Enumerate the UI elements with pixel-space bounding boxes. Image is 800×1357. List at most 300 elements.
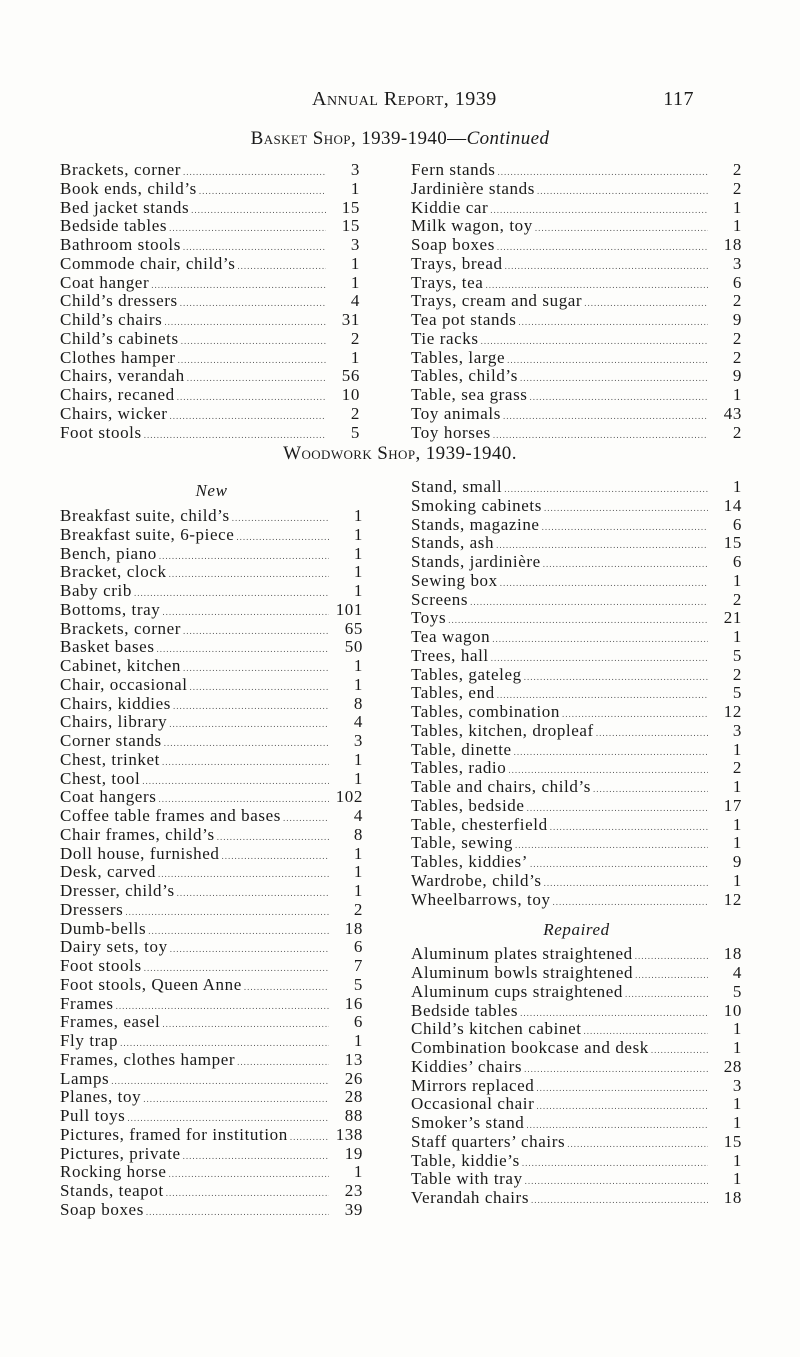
item-count: 2 [732, 347, 742, 367]
list-item [411, 722, 742, 741]
leader-dots [481, 332, 708, 351]
leader-dots [143, 1090, 329, 1109]
new-subheading-wrap [60, 476, 363, 506]
list-item [411, 609, 742, 628]
leader-dots [651, 1041, 708, 1060]
item-label: Wheelbarrows, toy [411, 889, 551, 909]
item-count: 10 [341, 385, 360, 404]
item-count: 1 [732, 833, 742, 853]
list-item [411, 872, 742, 891]
item-count: 101 [335, 599, 363, 619]
list-item [411, 666, 742, 685]
item-label: Coffee table frames and bases [60, 806, 282, 825]
item-count: 6 [353, 937, 363, 957]
list-item [411, 1077, 742, 1096]
leader-dots [180, 294, 326, 313]
list-item [60, 1070, 363, 1089]
item-count: 50 [344, 637, 363, 657]
list-item [60, 957, 363, 976]
item-count: 5 [732, 645, 742, 665]
list-item [60, 1051, 363, 1070]
leader-dots [283, 809, 329, 828]
item-label: Toy animals [411, 403, 501, 423]
list-item [60, 255, 360, 274]
basket-shop-title [0, 128, 800, 150]
leader-dots [164, 734, 329, 753]
item-label: Child’s cabinets [60, 328, 179, 348]
item-label: Corner stands [60, 731, 162, 750]
list-item [60, 1163, 363, 1182]
leader-dots [507, 351, 708, 370]
leader-dots [500, 574, 708, 593]
item-label: Chairs, kiddies [60, 693, 171, 713]
item-count: 1 [353, 524, 363, 544]
item-label: Stand, small [411, 477, 503, 496]
item-count: 1 [353, 862, 363, 882]
item-label: Kiddie car [411, 197, 489, 217]
item-count: 2 [732, 291, 742, 311]
item-count: 1 [732, 814, 742, 834]
item-label: Chair frames, child’s [60, 824, 215, 844]
item-count: 1 [353, 562, 363, 582]
leader-dots [177, 884, 329, 903]
list-item [411, 1020, 742, 1039]
list-item [411, 572, 742, 591]
leader-dots [522, 1154, 708, 1173]
list-item [60, 217, 360, 236]
list-item [60, 1107, 363, 1126]
item-count: 1 [732, 1113, 742, 1132]
item-label: Tables, gateleg [411, 664, 522, 684]
item-count: 5 [353, 974, 363, 994]
item-count: 28 [723, 1056, 742, 1076]
item-label: Desk, carved [60, 862, 156, 882]
leader-dots [491, 649, 708, 668]
list-item [411, 497, 742, 516]
item-count: 2 [732, 178, 742, 198]
report-title: Annual Report, 1939 [312, 88, 497, 110]
item-label: Doll house, furnished [60, 843, 220, 863]
leader-dots [535, 219, 708, 238]
leader-dots [530, 388, 708, 407]
item-label: Bracket, clock [60, 562, 167, 582]
woodwork-shop-title [0, 443, 800, 465]
leader-dots [217, 828, 329, 847]
item-label: Foot stools [60, 956, 142, 975]
list-item [60, 657, 363, 676]
list-item [411, 330, 742, 349]
woodwork-repaired-list [411, 945, 742, 1208]
list-item [411, 1189, 742, 1208]
item-count: 13 [344, 1049, 363, 1069]
item-label: Tables, kiddies’ [411, 852, 528, 871]
list-item [60, 807, 363, 826]
list-item [60, 582, 363, 601]
item-count: 1 [732, 216, 742, 236]
item-label: Table, sewing [411, 833, 513, 853]
item-label: Frames, easel [60, 1012, 161, 1032]
item-label: Bedside tables [411, 1000, 519, 1020]
list-item [60, 620, 363, 639]
list-item [60, 349, 360, 368]
item-label: Chest, trinket [60, 749, 160, 769]
leader-dots [584, 294, 708, 313]
item-label: Brackets, corner [60, 160, 181, 179]
item-count: 31 [341, 310, 360, 329]
page-number: 117 [663, 88, 694, 110]
basket-left-column [60, 161, 360, 442]
item-count: 1 [732, 477, 742, 496]
leader-dots [221, 847, 329, 866]
list-item [60, 695, 363, 714]
leader-dots [515, 836, 708, 855]
item-count: 3 [732, 1075, 742, 1095]
item-count: 4 [732, 963, 742, 982]
item-label: Tea wagon [411, 627, 491, 646]
list-item [411, 161, 742, 180]
item-count: 2 [732, 589, 742, 609]
leader-dots [550, 818, 708, 837]
list-item [411, 647, 742, 666]
leader-dots [544, 499, 708, 518]
list-item [60, 330, 360, 349]
list-item [60, 526, 363, 545]
item-count: 1 [732, 1019, 742, 1039]
list-item [411, 1058, 742, 1077]
item-count: 1 [732, 739, 742, 759]
item-count: 9 [732, 310, 742, 329]
item-count: 3 [732, 720, 742, 740]
list-item [411, 1133, 742, 1152]
item-count: 16 [344, 993, 363, 1013]
item-count: 8 [353, 693, 363, 713]
leader-dots [146, 1203, 329, 1222]
item-count: 56 [341, 366, 360, 386]
list-item [60, 311, 360, 330]
leader-dots [536, 1079, 708, 1098]
list-item [60, 995, 363, 1014]
item-count: 1 [732, 1094, 742, 1114]
item-label: Table, kiddie’s [411, 1150, 520, 1170]
item-label: Kiddies’ chairs [411, 1056, 523, 1076]
item-label: Planes, toy [60, 1087, 142, 1107]
leader-dots [237, 1053, 329, 1072]
list-item [60, 292, 360, 311]
leader-dots [531, 1191, 708, 1210]
leader-dots [169, 219, 326, 238]
leader-dots [173, 697, 329, 716]
item-label: Verandah chairs [411, 1188, 530, 1207]
item-label: Tie racks [411, 328, 479, 348]
woodwork-title-years: 1939-1940. [425, 443, 517, 464]
item-label: Clothes hamper [60, 347, 176, 367]
basket-title-caps: Basket Shop, [250, 128, 357, 149]
item-count: 1 [353, 506, 363, 525]
list-item [411, 255, 742, 274]
item-count: 1 [732, 1150, 742, 1170]
item-label: Table, sea grass [411, 385, 528, 404]
leader-dots [144, 426, 326, 445]
list-item [60, 180, 360, 199]
item-label: Aluminum cups straightened [411, 981, 624, 1001]
list-item [411, 199, 742, 218]
item-label: Tables, bedside [411, 795, 525, 815]
item-label: Screens [411, 589, 469, 609]
item-count: 1 [353, 581, 363, 600]
item-label: Fern stands [411, 160, 496, 179]
item-label: Stands, ash [411, 533, 495, 553]
item-label: Sewing box [411, 570, 498, 590]
list-item [411, 1114, 742, 1133]
list-item [60, 770, 363, 789]
item-count: 12 [723, 889, 742, 909]
list-item [411, 180, 742, 199]
item-label: Bedside tables [60, 216, 168, 236]
item-label: Wardrobe, child’s [411, 870, 542, 890]
item-label: Basket bases [60, 637, 155, 657]
leader-dots [190, 678, 329, 697]
item-label: Jardinière stands [411, 178, 535, 198]
item-label: Dairy sets, toy [60, 937, 168, 957]
list-item [60, 938, 363, 957]
list-item [60, 638, 363, 657]
leader-dots [524, 1060, 708, 1079]
item-count: 1 [350, 253, 360, 273]
list-item [411, 1002, 742, 1021]
list-item [411, 853, 742, 872]
woodwork-new-left-column [60, 507, 363, 1220]
list-item [60, 788, 363, 807]
leader-dots [199, 182, 326, 201]
list-item [411, 516, 742, 535]
item-label: Tables, large [411, 347, 506, 367]
item-label: Occasional chair [411, 1094, 535, 1114]
item-count: 28 [344, 1087, 363, 1107]
list-item [411, 386, 742, 405]
item-count: 8 [353, 824, 363, 844]
item-count: 1 [732, 385, 742, 404]
item-label: Smoking cabinets [411, 495, 542, 515]
leader-dots [134, 584, 329, 603]
leader-dots [162, 603, 329, 622]
item-label: Child’s kitchen cabinet [411, 1019, 582, 1039]
item-count: 2 [353, 899, 363, 919]
leader-dots [183, 659, 329, 678]
item-count: 4 [353, 806, 363, 825]
list-item [411, 741, 742, 760]
list-item [60, 601, 363, 620]
item-count: 23 [344, 1181, 363, 1200]
item-count: 2 [732, 160, 742, 179]
item-count: 1 [732, 870, 742, 890]
list-item [60, 1145, 363, 1164]
leader-dots [183, 1147, 329, 1166]
leader-dots [514, 743, 708, 762]
list-item [411, 367, 742, 386]
item-label: Combination bookcase and desk [411, 1038, 649, 1057]
leader-dots [625, 985, 708, 1004]
item-label: Trees, hall [411, 645, 489, 665]
item-count: 1 [732, 627, 742, 646]
item-label: Dresser, child’s [60, 881, 175, 900]
item-count: 1 [732, 1038, 742, 1057]
item-count: 10 [723, 1000, 742, 1020]
item-count: 3 [350, 235, 360, 254]
list-item [411, 891, 742, 910]
list-item [60, 1013, 363, 1032]
item-count: 2 [732, 422, 742, 442]
item-label: Chest, tool [60, 768, 141, 788]
item-label: Tables, combination [411, 702, 561, 721]
leader-dots [169, 715, 329, 734]
item-count: 3 [353, 731, 363, 750]
leader-dots [166, 1184, 329, 1203]
leader-dots [290, 1128, 329, 1147]
item-label: Soap boxes [60, 1199, 144, 1219]
list-item [411, 628, 742, 647]
item-label: Aluminum plates straightened [411, 944, 633, 964]
leader-dots [524, 668, 708, 687]
list-item [60, 751, 363, 770]
leader-dots [567, 1135, 708, 1154]
item-label: Table and chairs, child’s [411, 777, 591, 796]
leader-dots [503, 407, 708, 426]
list-item [60, 1088, 363, 1107]
item-label: Stands, magazine [411, 514, 540, 534]
item-label: Brackets, corner [60, 618, 181, 638]
leader-dots [183, 622, 329, 641]
item-label: Cabinet, kitchen [60, 656, 182, 675]
item-count: 15 [723, 1131, 742, 1151]
list-item [411, 964, 742, 983]
list-item [60, 826, 363, 845]
item-label: Aluminum bowls straightened [411, 963, 634, 982]
item-label: Lamps [60, 1068, 110, 1088]
item-count: 19 [344, 1143, 363, 1163]
item-count: 102 [335, 787, 363, 807]
list-item [60, 236, 360, 255]
item-label: Staff quarters’ chairs [411, 1131, 566, 1151]
leader-dots [157, 640, 329, 659]
list-item [60, 845, 363, 864]
leader-dots [527, 799, 708, 818]
list-item [60, 545, 363, 564]
item-label: Coat hanger [60, 272, 150, 292]
item-label: Stands, teapot [60, 1181, 164, 1200]
list-item [60, 386, 360, 405]
item-count: 65 [344, 618, 363, 638]
item-count: 1 [353, 543, 363, 563]
leader-dots [520, 369, 708, 388]
list-item [411, 311, 742, 330]
item-count: 5 [350, 422, 360, 442]
item-label: Chair, occasional [60, 674, 188, 694]
list-item [60, 863, 363, 882]
item-count: 1 [353, 843, 363, 863]
leader-dots [191, 201, 326, 220]
item-count: 4 [353, 712, 363, 732]
leader-dots [162, 1015, 329, 1034]
list-item [411, 553, 742, 572]
item-count: 18 [344, 918, 363, 938]
item-label: Tables, end [411, 683, 495, 703]
item-label: Bathroom stools [60, 235, 181, 254]
leader-dots [162, 753, 329, 772]
list-item [60, 901, 363, 920]
leader-dots [169, 565, 329, 584]
list-item [60, 424, 360, 443]
leader-dots [470, 593, 708, 612]
list-item [60, 161, 360, 180]
item-label: Foot stools [60, 422, 142, 442]
list-item [411, 349, 742, 368]
woodwork-new-right-list [411, 478, 742, 909]
list-item [60, 507, 363, 526]
woodwork-right-column [411, 478, 742, 1208]
item-count: 1 [350, 272, 360, 292]
list-item [411, 1039, 742, 1058]
leader-dots [553, 893, 708, 912]
item-label: Frames [60, 993, 114, 1013]
item-count: 12 [723, 702, 742, 721]
item-label: Trays, cream and sugar [411, 291, 583, 311]
list-item [411, 797, 742, 816]
leader-dots [181, 332, 326, 351]
item-label: Smoker’s stand [411, 1113, 525, 1132]
leader-dots [544, 874, 708, 893]
leader-dots [505, 257, 708, 276]
item-label: Tables, kitchen, dropleaf [411, 720, 594, 740]
item-count: 43 [723, 403, 742, 423]
leader-dots [183, 163, 326, 182]
item-count: 3 [732, 253, 742, 273]
item-count: 39 [344, 1199, 363, 1219]
item-count: 2 [732, 758, 742, 778]
list-item [411, 778, 742, 797]
leader-dots [164, 313, 326, 332]
list-item [60, 1126, 363, 1145]
new-subheading: New [195, 481, 228, 500]
item-label: Table, dinette [411, 739, 512, 759]
leader-dots [170, 940, 329, 959]
item-count: 1 [350, 347, 360, 367]
item-count: 15 [341, 216, 360, 236]
item-count: 3 [350, 160, 360, 179]
leader-dots [237, 257, 326, 276]
item-count: 6 [353, 1012, 363, 1032]
item-label: Tables, radio [411, 758, 507, 778]
item-count: 1 [353, 674, 363, 694]
leader-dots [168, 1165, 329, 1184]
item-count: 1 [732, 197, 742, 217]
basket-title-years: 1939-1940— [361, 128, 467, 149]
item-count: 9 [732, 852, 742, 871]
leader-dots [635, 947, 708, 966]
item-label: Toy horses [411, 422, 491, 442]
repaired-subheading: Repaired [543, 920, 610, 940]
list-item [60, 563, 363, 582]
item-count: 4 [350, 291, 360, 311]
leader-dots [142, 772, 329, 791]
item-count: 7 [353, 956, 363, 975]
item-label: Bench, piano [60, 543, 157, 563]
item-label: Milk wagon, toy [411, 216, 533, 236]
list-item [411, 534, 742, 553]
list-item [411, 834, 742, 853]
list-item [60, 405, 360, 424]
item-label: Trays, tea [411, 272, 484, 292]
list-item [60, 732, 363, 751]
